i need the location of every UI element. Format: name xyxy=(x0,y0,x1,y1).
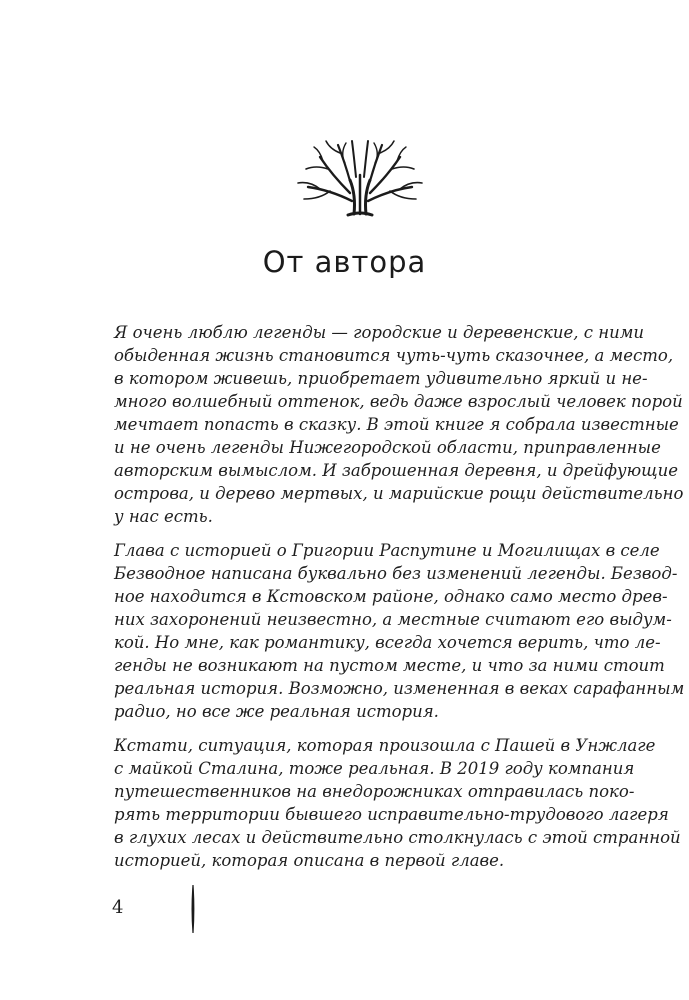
text-line: авторским вымыслом. И заброшенная деревня, и дрейфующие xyxy=(114,461,679,480)
text-line: с майкой Сталина, тоже реальная. В 2019 году компания xyxy=(114,759,635,778)
text-line: рять территории бывшего исправительно-трудового лагеря xyxy=(114,805,669,824)
text-line: реальная история. Возможно, измененная в веках сарафанным xyxy=(114,679,685,698)
text-line: у нас есть. xyxy=(114,507,213,526)
text-line: Кстати, ситуация, которая произошла с Пашей в Унжлаге xyxy=(114,736,656,755)
text-line: и не очень легенды Нижегородской области, приправленные xyxy=(114,438,661,457)
page-number: 4 xyxy=(112,897,124,918)
text-line: Я очень люблю легенды — городские и деревенские, с ними xyxy=(114,323,645,342)
text-line: генды не возникают на пустом месте, и что за ними стоит xyxy=(114,656,665,675)
text-line: них захоронений неизвестно, а местные считают его выдум- xyxy=(114,610,672,629)
text-line: обыденная жизнь становится чуть-чуть сказочнее, а место, xyxy=(114,346,674,365)
bare-tree-icon xyxy=(290,135,430,220)
text-line: ное находится в Кстовском районе, однако само место древ- xyxy=(114,587,668,606)
paragraph-2 xyxy=(114,539,685,723)
text-line: мечтает попасть в сказку. В этой книге я собрала известные xyxy=(114,415,679,434)
paragraph-3 xyxy=(114,734,681,872)
brush-stroke-icon xyxy=(190,884,196,934)
text-line: кой. Но мне, как романтику, всегда хочется верить, что ле- xyxy=(114,633,661,652)
text-line: путешественников на внедорожниках отправилась поко- xyxy=(114,782,635,801)
chapter-body xyxy=(114,321,685,883)
text-line: радио, но все же реальная история. xyxy=(114,702,439,721)
text-line: в глухих лесах и действительно столкнулась с этой странной xyxy=(114,828,681,847)
text-line: Безводное написана буквально без изменений легенды. Безвод- xyxy=(114,564,678,583)
text-line: острова, и дерево мертвых, и марийские рощи действительно xyxy=(114,484,684,503)
text-line: Глава с историей о Григории Распутине и Могилищах в селе xyxy=(114,541,660,560)
paragraph-1 xyxy=(114,321,684,528)
text-line: много волшебный оттенок, ведь даже взрослый человек порой xyxy=(114,392,683,411)
text-line: историей, которая описана в первой главе. xyxy=(114,851,505,870)
text-line: в котором живешь, приобретает удивительно яркий и не- xyxy=(114,369,648,388)
chapter-title: От автора xyxy=(262,245,427,279)
